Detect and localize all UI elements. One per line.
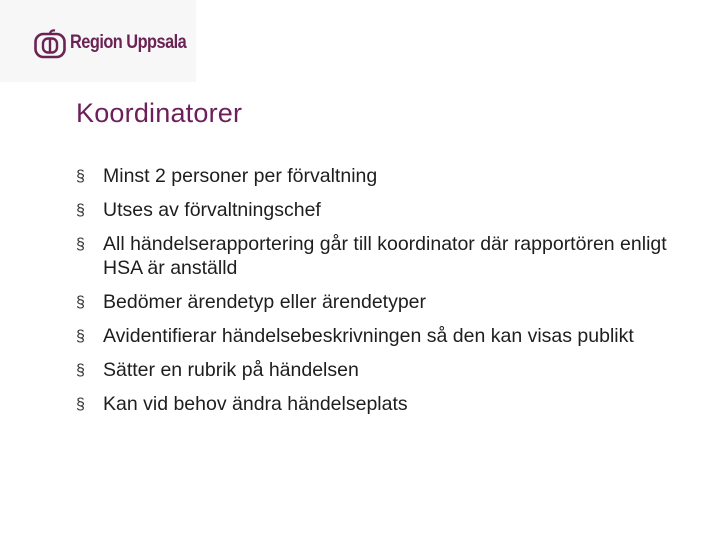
bullet-item [76, 359, 676, 383]
bullet-marker: § [76, 236, 85, 253]
logo-area [0, 0, 196, 82]
bullet-marker: § [76, 202, 85, 219]
bullet-marker: § [76, 168, 85, 185]
bullet-text: All händelserapportering går till koordinator där rapportören enligt HSA är anställd [103, 233, 667, 279]
region-uppsala-emblem-icon [34, 29, 66, 59]
bullet-item [76, 393, 676, 417]
bullet-item [76, 165, 676, 189]
logo-text: Region Uppsala [70, 32, 187, 53]
bullet-marker: § [76, 327, 85, 345]
bullet-item [76, 291, 676, 315]
bullet-marker: § [76, 293, 85, 311]
bullet-text: Avidentifierar händelsebeskrivningen så den kan visas publikt [103, 324, 634, 347]
slide-title: Koordinatorer [76, 98, 243, 128]
bullet-text: Bedömer ärendetyp eller ärendetyper [103, 290, 427, 313]
bullet-text: Minst 2 personer per förvaltning [103, 165, 378, 187]
bullet-text: Kan vid behov ändra händelseplats [103, 392, 408, 415]
bullet-item [76, 199, 676, 223]
bullet-item [76, 325, 676, 349]
bullet-item [76, 233, 676, 280]
bullet-list [76, 165, 676, 427]
bullet-marker: § [76, 361, 85, 379]
bullet-marker: § [76, 395, 85, 413]
bullet-text: Sätter en rubrik på händelsen [103, 358, 359, 381]
bullet-text: Utses av förvaltningschef [103, 199, 321, 221]
